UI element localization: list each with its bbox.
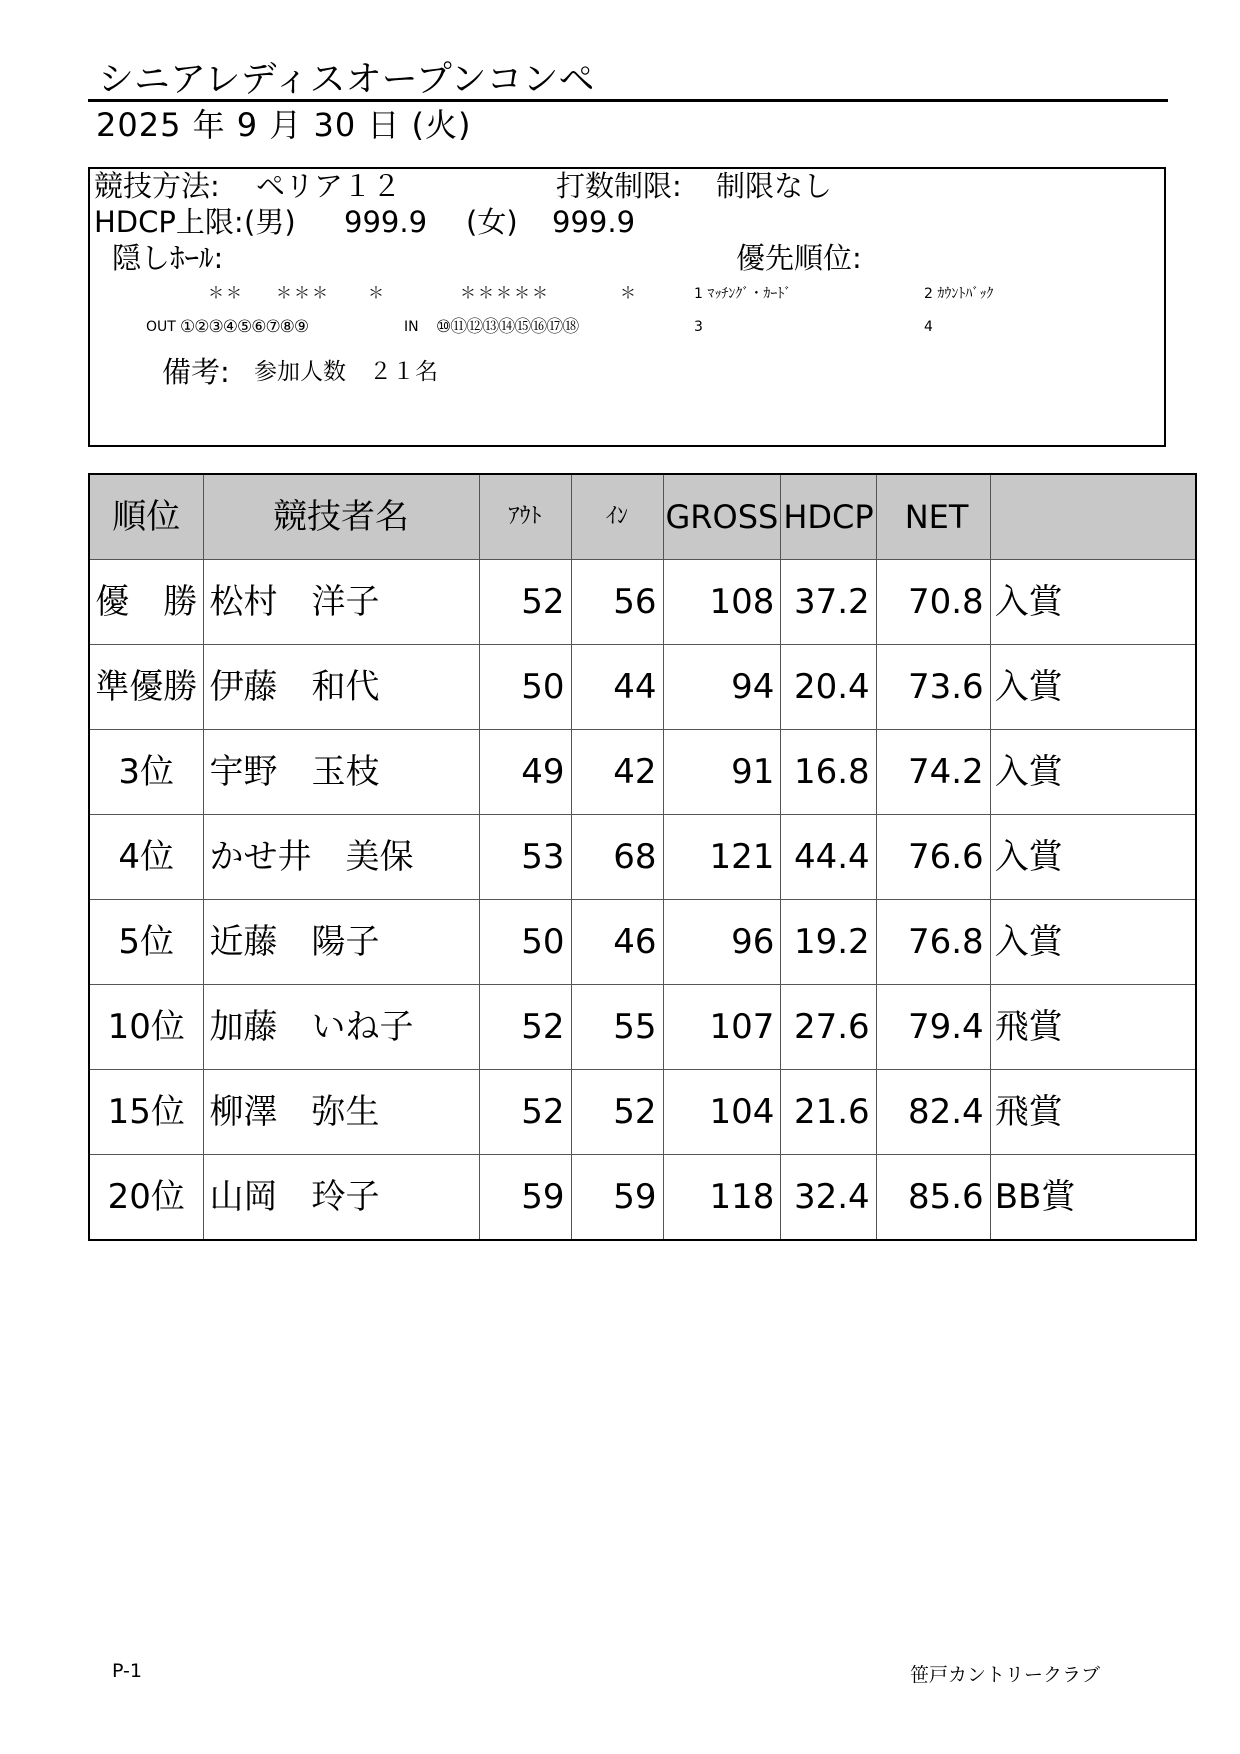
rank-cell: 4位 xyxy=(89,815,203,900)
table-header-row xyxy=(89,474,1196,560)
in-score-cell: 55 xyxy=(571,985,663,1070)
hidden-marks-out-c: ＊ xyxy=(368,283,387,302)
in-score-cell: 59 xyxy=(571,1155,663,1241)
award-cell: 入賞 xyxy=(990,900,1196,985)
priority-3: 3 xyxy=(694,319,703,335)
net-cell: 73.6 xyxy=(876,645,990,730)
name-cell: 宇野 玉枝 xyxy=(203,730,479,815)
in-score-cell: 42 xyxy=(571,730,663,815)
out-score-cell: 52 xyxy=(479,985,571,1070)
out-label: OUT xyxy=(146,319,176,335)
hdcp-cell: 44.4 xyxy=(781,815,876,900)
hidden-marks-out-a: ＊＊ xyxy=(208,283,245,302)
priority-4: 4 xyxy=(924,319,933,335)
col-net: NET xyxy=(876,474,990,560)
hidden-marks-in-b: ＊ xyxy=(620,283,639,302)
col-out: ｱｳﾄ xyxy=(479,474,571,560)
rank-cell: 3位 xyxy=(89,730,203,815)
gross-cell: 96 xyxy=(663,900,781,985)
rank-cell: 5位 xyxy=(89,900,203,985)
hdcp-female-label: (女) xyxy=(466,205,518,239)
name-cell: 松村 洋子 xyxy=(203,560,479,645)
out-score-cell: 59 xyxy=(479,1155,571,1241)
in-score-cell: 46 xyxy=(571,900,663,985)
gross-cell: 94 xyxy=(663,645,781,730)
hdcp-cell: 21.6 xyxy=(781,1070,876,1155)
method-label: 競技方法: xyxy=(94,169,220,203)
out-score-cell: 53 xyxy=(479,815,571,900)
limit-label: 打数制限: xyxy=(556,169,682,203)
hdcp-cell: 19.2 xyxy=(781,900,876,985)
remarks-value: 参加人数 ２１名 xyxy=(254,359,438,385)
page-number: P-1 xyxy=(112,1660,142,1682)
hdcp-male-value: 999.9 xyxy=(344,205,428,239)
net-cell: 76.6 xyxy=(876,815,990,900)
gross-cell: 104 xyxy=(663,1070,781,1155)
award-cell: 飛賞 xyxy=(990,985,1196,1070)
table-row xyxy=(89,900,1196,985)
gross-cell: 91 xyxy=(663,730,781,815)
hidden-holes-label: 隠しﾎｰﾙ: xyxy=(112,241,224,275)
col-name: 競技者名 xyxy=(203,474,479,560)
results-table xyxy=(88,473,1197,1241)
page-title: シニアレディスオープンコンペ xyxy=(98,59,595,100)
remarks-label: 備考: xyxy=(162,355,230,389)
rank-cell: 20位 xyxy=(89,1155,203,1241)
hdcp-label: HDCP上限: xyxy=(94,205,244,239)
name-cell: 近藤 陽子 xyxy=(203,900,479,985)
in-label: IN xyxy=(404,319,419,335)
title-rule xyxy=(88,99,1168,102)
in-score-cell: 44 xyxy=(571,645,663,730)
club-name: 笹戸カントリークラブ xyxy=(910,1664,1101,1686)
priority-label: 優先順位: xyxy=(736,241,862,275)
hidden-marks-out-b: ＊＊＊ xyxy=(276,283,331,302)
hdcp-male-label: (男) xyxy=(244,205,296,239)
hdcp-cell: 32.4 xyxy=(781,1155,876,1241)
table-row xyxy=(89,985,1196,1070)
hidden-marks-in-a: ＊＊＊＊＊ xyxy=(460,283,551,302)
priority-2: 2 ｶｳﾝﾄﾊﾞｯｸ xyxy=(924,286,994,302)
in-score-cell: 52 xyxy=(571,1070,663,1155)
col-award xyxy=(990,474,1196,560)
rank-cell: 10位 xyxy=(89,985,203,1070)
priority-1: 1 ﾏｯﾁﾝｸﾞ・ｶｰﾄﾞ xyxy=(694,286,792,302)
net-cell: 85.6 xyxy=(876,1155,990,1241)
rank-cell: 優 勝 xyxy=(89,560,203,645)
net-cell: 76.8 xyxy=(876,900,990,985)
name-cell: 伊藤 和代 xyxy=(203,645,479,730)
col-hdcp: HDCP xyxy=(781,474,876,560)
method-value: ペリア１２ xyxy=(256,169,402,203)
hdcp-cell: 16.8 xyxy=(781,730,876,815)
name-cell: かせ井 美保 xyxy=(203,815,479,900)
event-date: 2025 年 9 月 30 日 (火) xyxy=(96,106,472,144)
hdcp-cell: 27.6 xyxy=(781,985,876,1070)
in-score-cell: 56 xyxy=(571,560,663,645)
award-cell: 入賞 xyxy=(990,815,1196,900)
award-cell: 入賞 xyxy=(990,730,1196,815)
out-score-cell: 50 xyxy=(479,645,571,730)
rank-cell: 準優勝 xyxy=(89,645,203,730)
table-row xyxy=(89,1070,1196,1155)
net-cell: 74.2 xyxy=(876,730,990,815)
in-score-cell: 68 xyxy=(571,815,663,900)
rank-cell: 15位 xyxy=(89,1070,203,1155)
in-holes: ⑩⑪⑫⑬⑭⑮⑯⑰⑱ xyxy=(436,317,579,337)
table-row xyxy=(89,645,1196,730)
name-cell: 加藤 いね子 xyxy=(203,985,479,1070)
name-cell: 山岡 玲子 xyxy=(203,1155,479,1241)
table-row xyxy=(89,1155,1196,1241)
out-score-cell: 50 xyxy=(479,900,571,985)
hdcp-cell: 20.4 xyxy=(781,645,876,730)
col-gross: GROSS xyxy=(663,474,781,560)
table-row xyxy=(89,560,1196,645)
net-cell: 70.8 xyxy=(876,560,990,645)
net-cell: 82.4 xyxy=(876,1070,990,1155)
hdcp-cell: 37.2 xyxy=(781,560,876,645)
out-holes: ①②③④⑤⑥⑦⑧⑨ xyxy=(180,317,309,337)
hdcp-female-value: 999.9 xyxy=(552,205,636,239)
gross-cell: 118 xyxy=(663,1155,781,1241)
gross-cell: 108 xyxy=(663,560,781,645)
col-rank: 順位 xyxy=(89,474,203,560)
col-in: ｲﾝ xyxy=(571,474,663,560)
out-score-cell: 49 xyxy=(479,730,571,815)
award-cell: 入賞 xyxy=(990,560,1196,645)
gross-cell: 121 xyxy=(663,815,781,900)
out-score-cell: 52 xyxy=(479,1070,571,1155)
net-cell: 79.4 xyxy=(876,985,990,1070)
table-row xyxy=(89,730,1196,815)
award-cell: 飛賞 xyxy=(990,1070,1196,1155)
out-score-cell: 52 xyxy=(479,560,571,645)
award-cell: 入賞 xyxy=(990,645,1196,730)
table-row xyxy=(89,815,1196,900)
name-cell: 柳澤 弥生 xyxy=(203,1070,479,1155)
limit-value: 制限なし xyxy=(716,169,833,203)
award-cell: BB賞 xyxy=(990,1155,1196,1241)
gross-cell: 107 xyxy=(663,985,781,1070)
